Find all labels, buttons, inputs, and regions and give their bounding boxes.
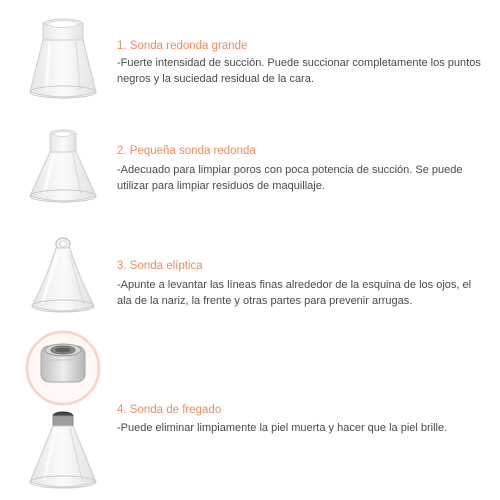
probe-description: -Adecuado para limpiar poros con poca potencia de succión. Se puede utilizar para limpiar residuos de maquillaje. xyxy=(117,164,463,192)
probe-description: -Apunte a levantar las líneas finas alrededor de la esquina de los ojos, el ala de la nariz, la frente y otras partes para prevenir arrugas. xyxy=(117,279,472,307)
probe-title: 2. Pequeña sonda redonda xyxy=(117,145,256,157)
probe-item-small-round xyxy=(0,115,500,230)
probe-title: 3. Sonda elíptica xyxy=(117,260,203,272)
probe-title: 1. Sonda redonda grande xyxy=(117,40,248,52)
probe-description: -Puede eliminar limpiamente la piel muerta y hacer que la piel brille. xyxy=(117,422,448,434)
large-round-probe-icon xyxy=(18,10,108,105)
scrub-probe-icon xyxy=(18,330,108,500)
probe-item-scrub xyxy=(0,330,500,500)
probe-item-large-round xyxy=(0,0,500,115)
probe-description: -Fuerte intensidad de succión. Puede succionar completamente los puntos negros y la suciedad residual de la cara. xyxy=(117,57,481,85)
probe-item-elliptical xyxy=(0,230,500,330)
elliptical-probe-icon xyxy=(18,230,108,320)
small-round-probe-icon xyxy=(18,120,108,210)
probe-title: 4. Sonda de fregado xyxy=(117,404,222,416)
